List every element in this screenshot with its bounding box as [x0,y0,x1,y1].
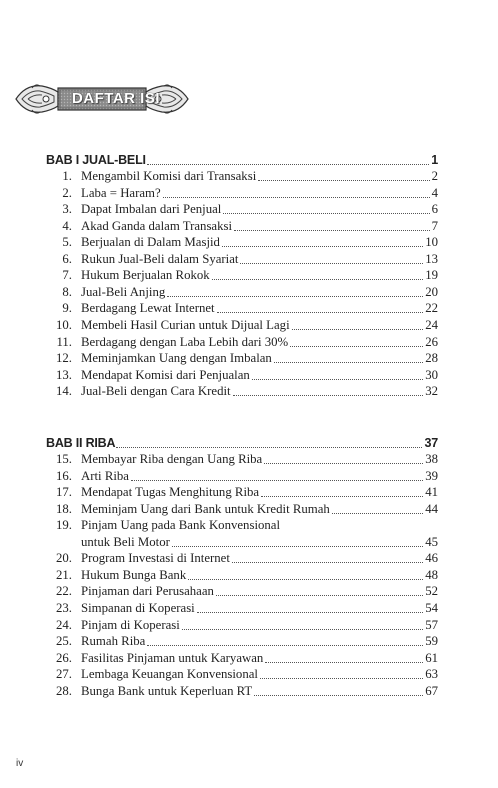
entry-number: 2. [62,185,72,200]
dot-leader [274,361,423,363]
entry-number: 24. [56,617,72,632]
dot-leader [182,628,423,630]
toc-entry[interactable] [46,600,438,616]
entry-page-number: 22 [425,301,438,316]
page-number: iv [16,758,24,769]
toc-entry[interactable] [46,633,438,649]
entry-number: 27. [56,667,72,682]
entry-number: 20. [56,551,72,566]
dot-leader [290,345,423,347]
toc-entry[interactable] [46,201,438,217]
entry-page-number: 26 [425,334,438,349]
entry-title: Berjualan di Dalam Masjid [81,235,220,250]
dot-leader [131,479,423,481]
entry-title: Pinjam Uang pada Bank Konvensional [81,518,281,533]
dot-leader [197,611,423,613]
entry-number: 16. [56,468,72,483]
entry-page-number: 45 [425,534,438,549]
entry-title: Rukun Jual-Beli dalam Syariat [81,251,239,266]
toc-entry[interactable] [46,218,438,234]
entry-number: 18. [56,501,72,516]
entry-number: 14. [56,384,72,399]
entry-page-number: 48 [425,567,438,582]
toc-entry[interactable] [46,350,438,366]
entry-page-number: 63 [425,667,438,682]
toc-entry[interactable] [46,234,438,250]
entry-page-number: 24 [425,317,438,332]
entry-page-number: 4 [431,185,438,200]
entry-page-number: 67 [425,683,438,698]
toc-entry[interactable] [46,284,438,300]
dot-leader [167,295,423,297]
toc-entry[interactable] [46,267,438,283]
entry-title: Dapat Imbalan dari Penjual [81,202,222,217]
dot-leader [234,229,430,231]
entry-page-number: 2 [431,169,438,183]
entry-number: 6. [62,251,72,266]
dot-leader [265,661,423,663]
dot-leader [264,462,423,464]
entry-page-number: 28 [425,351,438,366]
entry-title: Hukum Berjualan Rokok [81,268,210,283]
entry-title: Akad Ganda dalam Transaksi [81,218,233,233]
entry-page-number: 61 [425,650,438,665]
entry-page-number: 44 [425,501,438,516]
entry-page-number: 19 [425,268,438,283]
toc-entry[interactable] [46,300,438,316]
dot-leader [254,694,423,696]
toc-entry[interactable] [46,650,438,666]
toc-entry[interactable] [46,334,438,350]
dot-leader [217,311,424,313]
dot-leader [240,262,423,264]
entry-number: 19. [56,518,72,533]
dot-leader [147,644,423,646]
toc-entry[interactable] [46,451,438,467]
entry-number: 25. [56,634,72,649]
entry-title: Bunga Bank untuk Keperluan RT [81,683,253,698]
dot-leader [232,561,423,563]
dot-leader [252,378,423,380]
dot-leader [222,245,423,247]
entry-number: 4. [62,218,72,233]
entry-page-number: 32 [425,384,438,399]
toc-entry[interactable] [46,383,438,399]
entry-title: Berdagang dengan Laba Lebih dari 30% [81,334,289,349]
entry-title: Meminjamkan Uang dengan Imbalan [81,351,272,366]
entry-title: Meminjam Uang dari Bank untuk Kredit Rumah [81,501,330,516]
dot-leader [223,212,429,214]
toc-entry[interactable] [46,468,438,484]
entry-page-number: 20 [425,284,438,299]
entry-number: 21. [56,567,72,582]
entry-number: 8. [62,284,72,299]
entry-page-number: 57 [425,617,438,632]
entry-number: 23. [56,600,72,615]
dot-leader [332,512,423,514]
page-title: DAFTAR ISI [71,90,161,107]
entry-page-number: 30 [425,367,438,382]
toc-entry[interactable] [46,168,438,184]
toc-entry[interactable] [46,367,438,383]
entry-title: Fasilitas Pinjaman untuk Karyawan [81,650,264,665]
entry-number: 3. [62,202,72,217]
toc-entry[interactable] [46,185,438,201]
chapter-page-number: 1 [431,153,438,167]
entry-number: 15. [56,452,72,466]
chapter-heading[interactable] [46,435,438,451]
entry-number: 22. [56,584,72,599]
toc-entry[interactable] [46,484,438,500]
dot-leader [260,677,423,679]
entry-title: Arti Riba [81,468,129,483]
chapter-label: BAB I JUAL-BELI [46,153,146,167]
dot-leader [172,545,423,547]
entry-number: 13. [56,367,72,382]
entry-title: Mendapat Komisi dari Penjualan [81,367,250,382]
entry-title: Lembaga Keuangan Konvensional [81,667,258,682]
dot-leader [216,594,423,596]
entry-title: Pinjaman dari Perusahaan [81,584,214,599]
entry-number: 11. [56,334,72,349]
dot-leader [258,179,429,181]
dot-leader [261,495,423,497]
entry-page-number: 59 [425,634,438,649]
entry-page-number: 52 [425,584,438,599]
entry-page-number: 6 [431,202,438,217]
entry-number: 9. [62,301,72,316]
toc-entry[interactable] [46,517,438,533]
entry-page-number: 46 [425,551,438,566]
chapter-label: BAB II RIBA [46,436,116,450]
dot-leader [163,196,430,198]
entry-title: Simpanan di Koperasi [81,600,195,615]
entry-page-number: 13 [425,251,438,266]
entry-title: Rumah Riba [81,634,146,649]
dot-leader [212,278,424,280]
header-banner [12,80,192,118]
entry-title: Mendapat Tugas Menghitung Riba [81,485,260,500]
entry-number: 1. [62,169,72,183]
dot-leader [233,394,424,396]
entry-title: Laba = Haram? [81,185,161,200]
toc-entry[interactable] [46,501,438,517]
entry-title: Pinjam di Koperasi [81,617,180,632]
entry-title: Jual-Beli Anjing [81,284,166,299]
toc-entry[interactable] [46,666,438,682]
entry-page-number: 39 [425,468,438,483]
entry-number: 7. [62,268,72,283]
toc-entry[interactable] [46,567,438,583]
dot-leader [188,578,423,580]
entry-title: Membeli Hasil Curian untuk Dijual Lagi [81,317,290,332]
entry-page-number: 38 [425,452,438,466]
toc-entry-continuation[interactable] [81,534,438,550]
entry-number: 28. [56,683,72,698]
entry-number: 17. [56,485,72,500]
toc-entry[interactable] [46,550,438,566]
toc-entry[interactable] [46,583,438,599]
entry-page-number: 7 [431,218,438,233]
toc-entry[interactable] [46,617,438,633]
toc-entry[interactable] [46,251,438,267]
entry-number: 26. [56,650,72,665]
entry-number: 10. [56,317,72,332]
chapter-heading[interactable] [46,152,438,168]
entry-page-number: 41 [425,485,438,500]
entry-number: 5. [62,235,72,250]
dot-leader [292,328,424,330]
entry-title: Membayar Riba dengan Uang Riba [81,452,263,466]
entry-page-number: 10 [425,235,438,250]
toc-entry[interactable] [46,683,438,699]
entry-page-number: 54 [425,600,438,615]
entry-title: Mengambil Komisi dari Transaksi [81,169,257,183]
entry-title: Program Investasi di Internet [81,551,230,566]
entry-number: 12. [56,351,72,366]
dot-leader [116,446,422,448]
entry-title: Hukum Bunga Bank [81,567,187,582]
entry-title: Jual-Beli dengan Cara Kredit [81,384,231,399]
chapter-page-number: 37 [424,436,438,450]
entry-title: Berdagang Lewat Internet [81,301,215,316]
entry-title-continued: untuk Beli Motor [81,534,170,549]
toc-entry[interactable] [46,317,438,333]
dot-leader [147,163,429,165]
